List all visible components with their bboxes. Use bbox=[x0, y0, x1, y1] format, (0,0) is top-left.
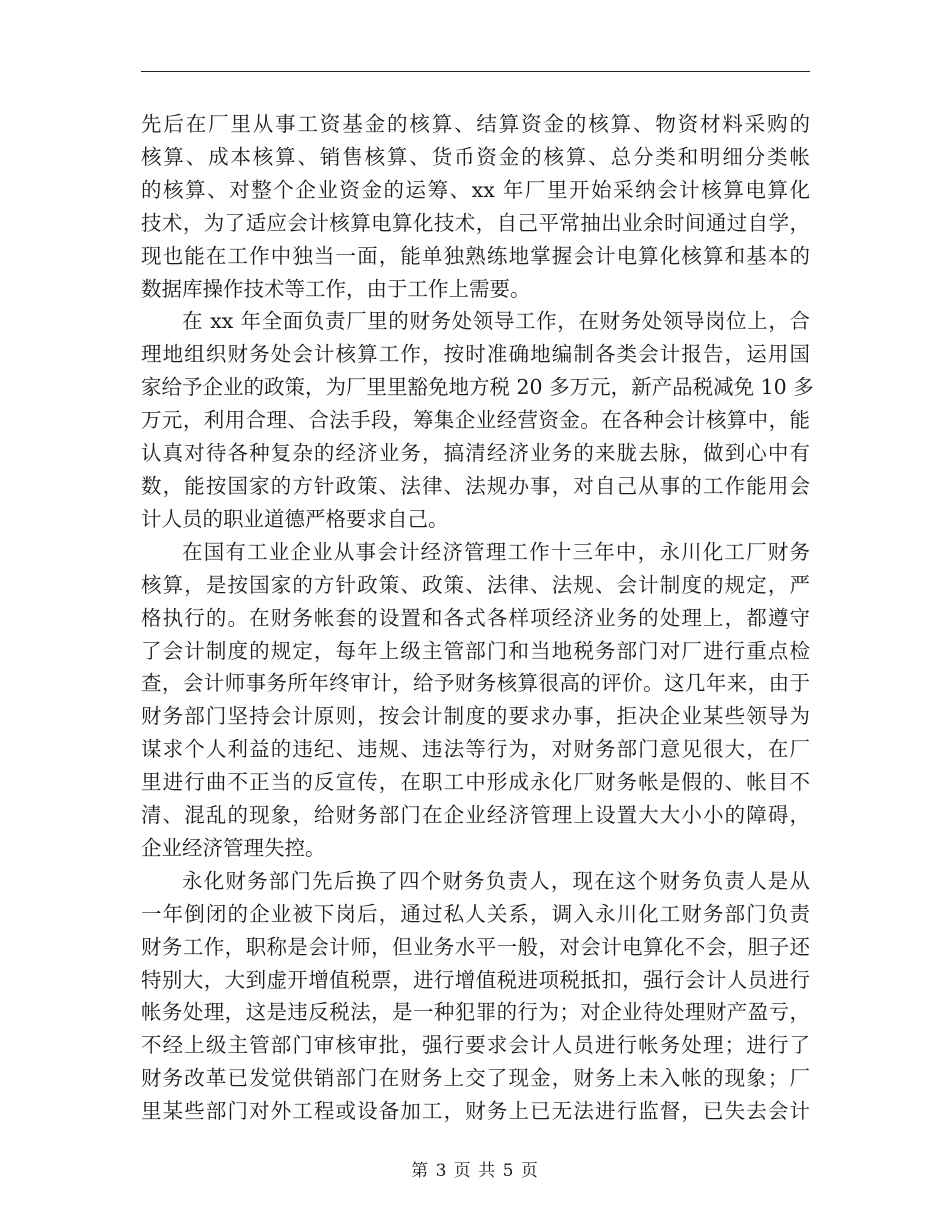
text-line: 里进行曲不正当的反宣传，在职工中形成永化厂财务帐是假的、帐目不 bbox=[141, 770, 810, 795]
text-line: 特别大，大到虚开增值税票，进行增值税进项税抵扣，强行会计人员进行 bbox=[141, 967, 810, 992]
text-line: 在国有工业企业从事会计经济管理工作十三年中，永川化工厂财务 bbox=[182, 539, 810, 564]
text-line: 不经上级主管部门审核审批，强行要求会计人员进行帐务处理；进行了 bbox=[141, 1033, 810, 1058]
text-line: 核算，是按国家的方针政策、政策、法律、法规、会计制度的规定，严 bbox=[141, 572, 810, 597]
paragraph bbox=[141, 536, 810, 865]
text-line: 认真对待各种复杂的经济业务，搞清经济业务的来胧去脉，做到心中有 bbox=[141, 441, 810, 466]
text-line: 了会计制度的规定，每年上级主管部门和当地税务部门对厂进行重点检 bbox=[141, 638, 810, 663]
text-line: 家给予企业的政策，为厂里里豁免地方税 20 多万元，新产品税减免 10 多 bbox=[141, 375, 814, 400]
text-line: 理地组织财务处会计核算工作，按时准确地编制各类会计报告，运用国 bbox=[141, 342, 810, 367]
text-line: 技术，为了适应会计核算电算化技术，自己平常抽出业余时间通过自学， bbox=[141, 210, 810, 235]
text-line: 先后在厂里从事工资基金的核算、结算资金的核算、物资材料采购的 bbox=[141, 112, 810, 136]
text-line: 在 xx 年全面负责厂里的财务处领导工作，在财务处领导岗位上，合 bbox=[182, 309, 810, 334]
paragraph bbox=[141, 108, 810, 305]
text-line: 数据库操作技术等工作，由于工作上需要。 bbox=[141, 276, 531, 301]
text-line: 核算、成本核算、销售核算、货币资金的核算、总分类和明细分类帐 bbox=[141, 144, 810, 169]
document-body bbox=[141, 108, 814, 1128]
text-line: 谋求个人利益的违纪、违规、违法等行为，对财务部门意见很大，在厂 bbox=[141, 737, 810, 762]
text-line: 企业经济管理失控。 bbox=[141, 835, 326, 860]
header-rule bbox=[141, 71, 810, 72]
text-line: 万元，利用合理、合法手段，筹集企业经营资金。在各种会计核算中，能 bbox=[141, 408, 810, 433]
text-line: 财务工作，职称是会计师，但业务水平一般，对会计电算化不会，胆子还 bbox=[141, 934, 810, 959]
text-line: 清、混乱的现象，给财务部门在企业经济管理上设置大大小小的障碍， bbox=[141, 803, 810, 828]
paragraph bbox=[141, 305, 814, 535]
text-line: 财务改革已发觉供销部门在财务上交了现金，财务上未入帐的现象；厂 bbox=[141, 1066, 810, 1091]
text-line: 一年倒闭的企业被下岗后，通过私人关系，调入永川化工财务部门负责 bbox=[141, 901, 810, 926]
text-line: 格执行的。在财务帐套的设置和各式各样项经济业务的处理上，都遵守 bbox=[141, 605, 810, 630]
text-line: 的核算、对整个企业资金的运筹、xx 年厂里开始采纳会计核算电算化 bbox=[141, 177, 810, 202]
text-line: 里某些部门对外工程或设备加工，财务上已无法进行监督，已失去会计 bbox=[141, 1099, 810, 1124]
text-line: 永化财务部门先后换了四个财务负责人，现在这个财务负责人是从 bbox=[182, 868, 810, 893]
page-number-footer: 第 3 页 共 5 页 bbox=[411, 1161, 539, 1181]
text-line: 现也能在工作中独当一面，能单独熟练地掌握会计电算化核算和基本的 bbox=[141, 243, 810, 268]
text-line: 财务部门坚持会计原则，按会计制度的要求办事，拒决企业某些领导为 bbox=[141, 704, 810, 729]
text-line: 计人员的职业道德严格要求自己。 bbox=[141, 506, 449, 531]
text-line: 数，能按国家的方针政策、法律、法规办事，对自己从事的工作能用会 bbox=[141, 473, 810, 498]
text-line: 查，会计师事务所年终审计，给予财务核算很高的评价。这几年来，由于 bbox=[141, 671, 810, 696]
paragraph bbox=[141, 865, 810, 1128]
text-line: 帐务处理，这是违反税法，是一种犯罪的行为；对企业待处理财产盈亏， bbox=[141, 1000, 810, 1025]
